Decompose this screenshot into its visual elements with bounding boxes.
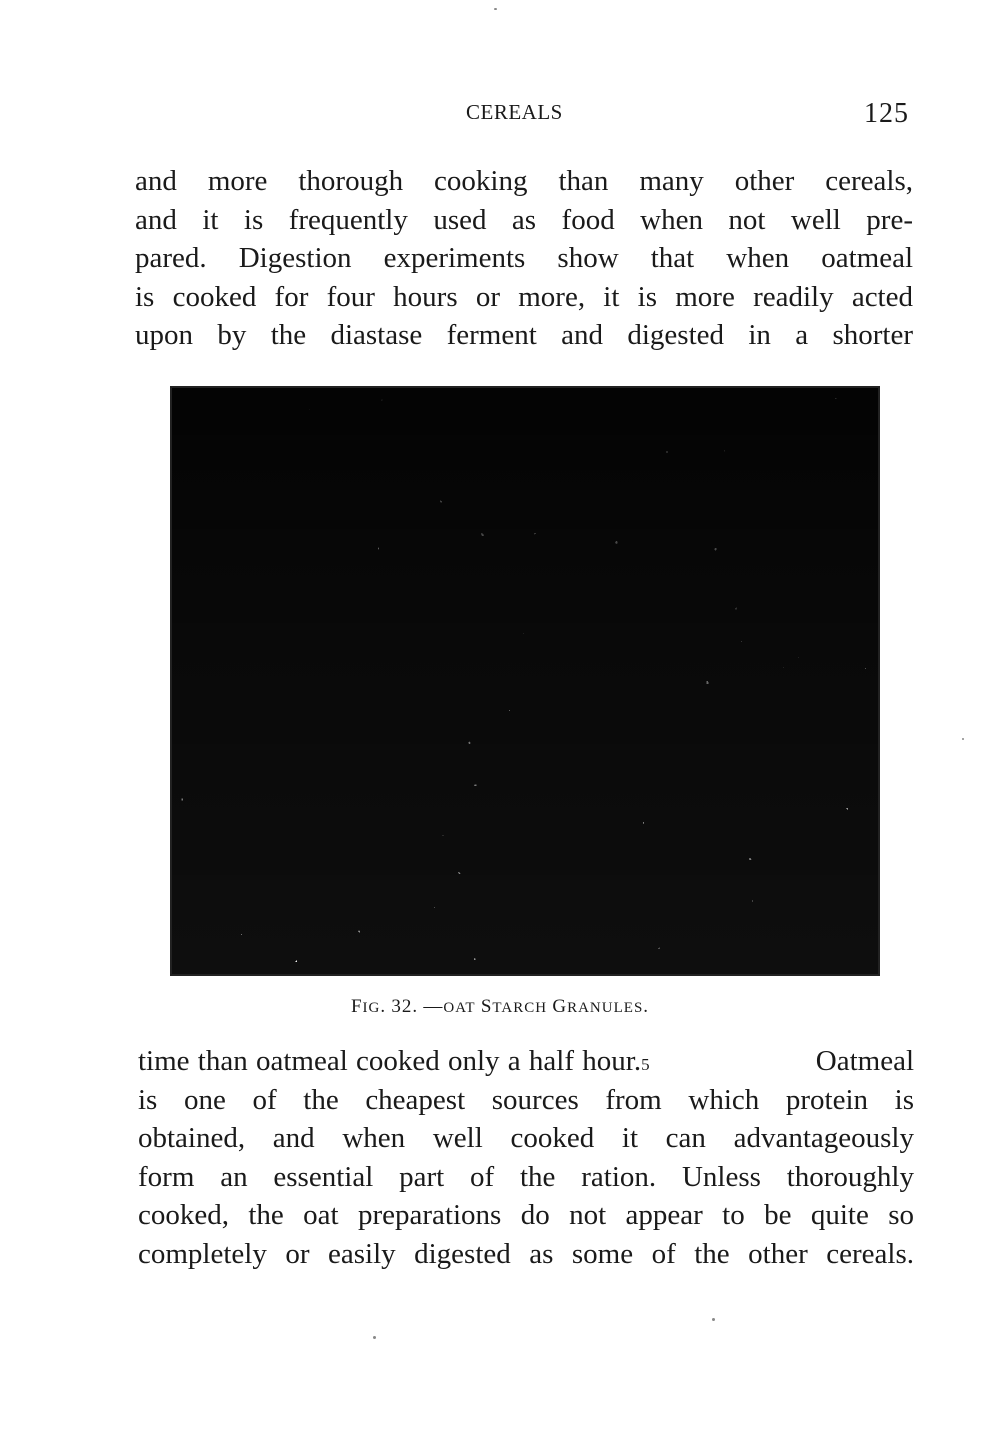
paragraph-bottom [138, 1042, 914, 1274]
scan-speck [373, 1336, 376, 1339]
figure-oat-starch [170, 386, 880, 976]
running-title: CEREALS [466, 100, 563, 124]
text-line: form an essential part of the ration. Unless thoroughly [138, 1160, 914, 1193]
figure-caption: FIG. 32. —OAT STARCH GRANULES. [350, 996, 650, 1017]
text-line: and it is frequently used as food when not well pre- [135, 203, 913, 236]
running-head [0, 100, 1000, 130]
text-line: cooked, the oat preparations do not appear to be quite so [138, 1199, 914, 1232]
scan-speck [712, 1318, 715, 1321]
scan-speck [494, 8, 497, 10]
scan-speck [962, 738, 964, 740]
text-line: completely or easily digested as some of the other cereals. [138, 1237, 914, 1270]
micrograph-shading [172, 388, 878, 974]
text-line: is one of the cheapest sources from which protein is [138, 1083, 914, 1116]
micrograph-svg [172, 388, 878, 974]
text-line: time than oatmeal cooked only a half hour. [138, 1045, 642, 1077]
micrograph-image [170, 386, 880, 976]
text-line-tail: Oatmeal [815, 1045, 914, 1077]
text-line: pared. Digestion experiments show that when oatmeal [135, 242, 913, 275]
text-line: and more thorough cooking than many other cereals, [135, 165, 913, 197]
page-number: 125 [864, 98, 909, 129]
paragraph-top [135, 162, 913, 355]
text-line: upon by the diastase ferment and digested in a shorter [135, 319, 913, 352]
text-line-with-footnote: time than oatmeal cooked only a half hour. 5 Oatmeal [138, 1042, 914, 1081]
text-line: is cooked for four hours or more, it is more readily acted [135, 280, 913, 313]
text-line: obtained, and when well cooked it can advantageously [138, 1122, 914, 1155]
